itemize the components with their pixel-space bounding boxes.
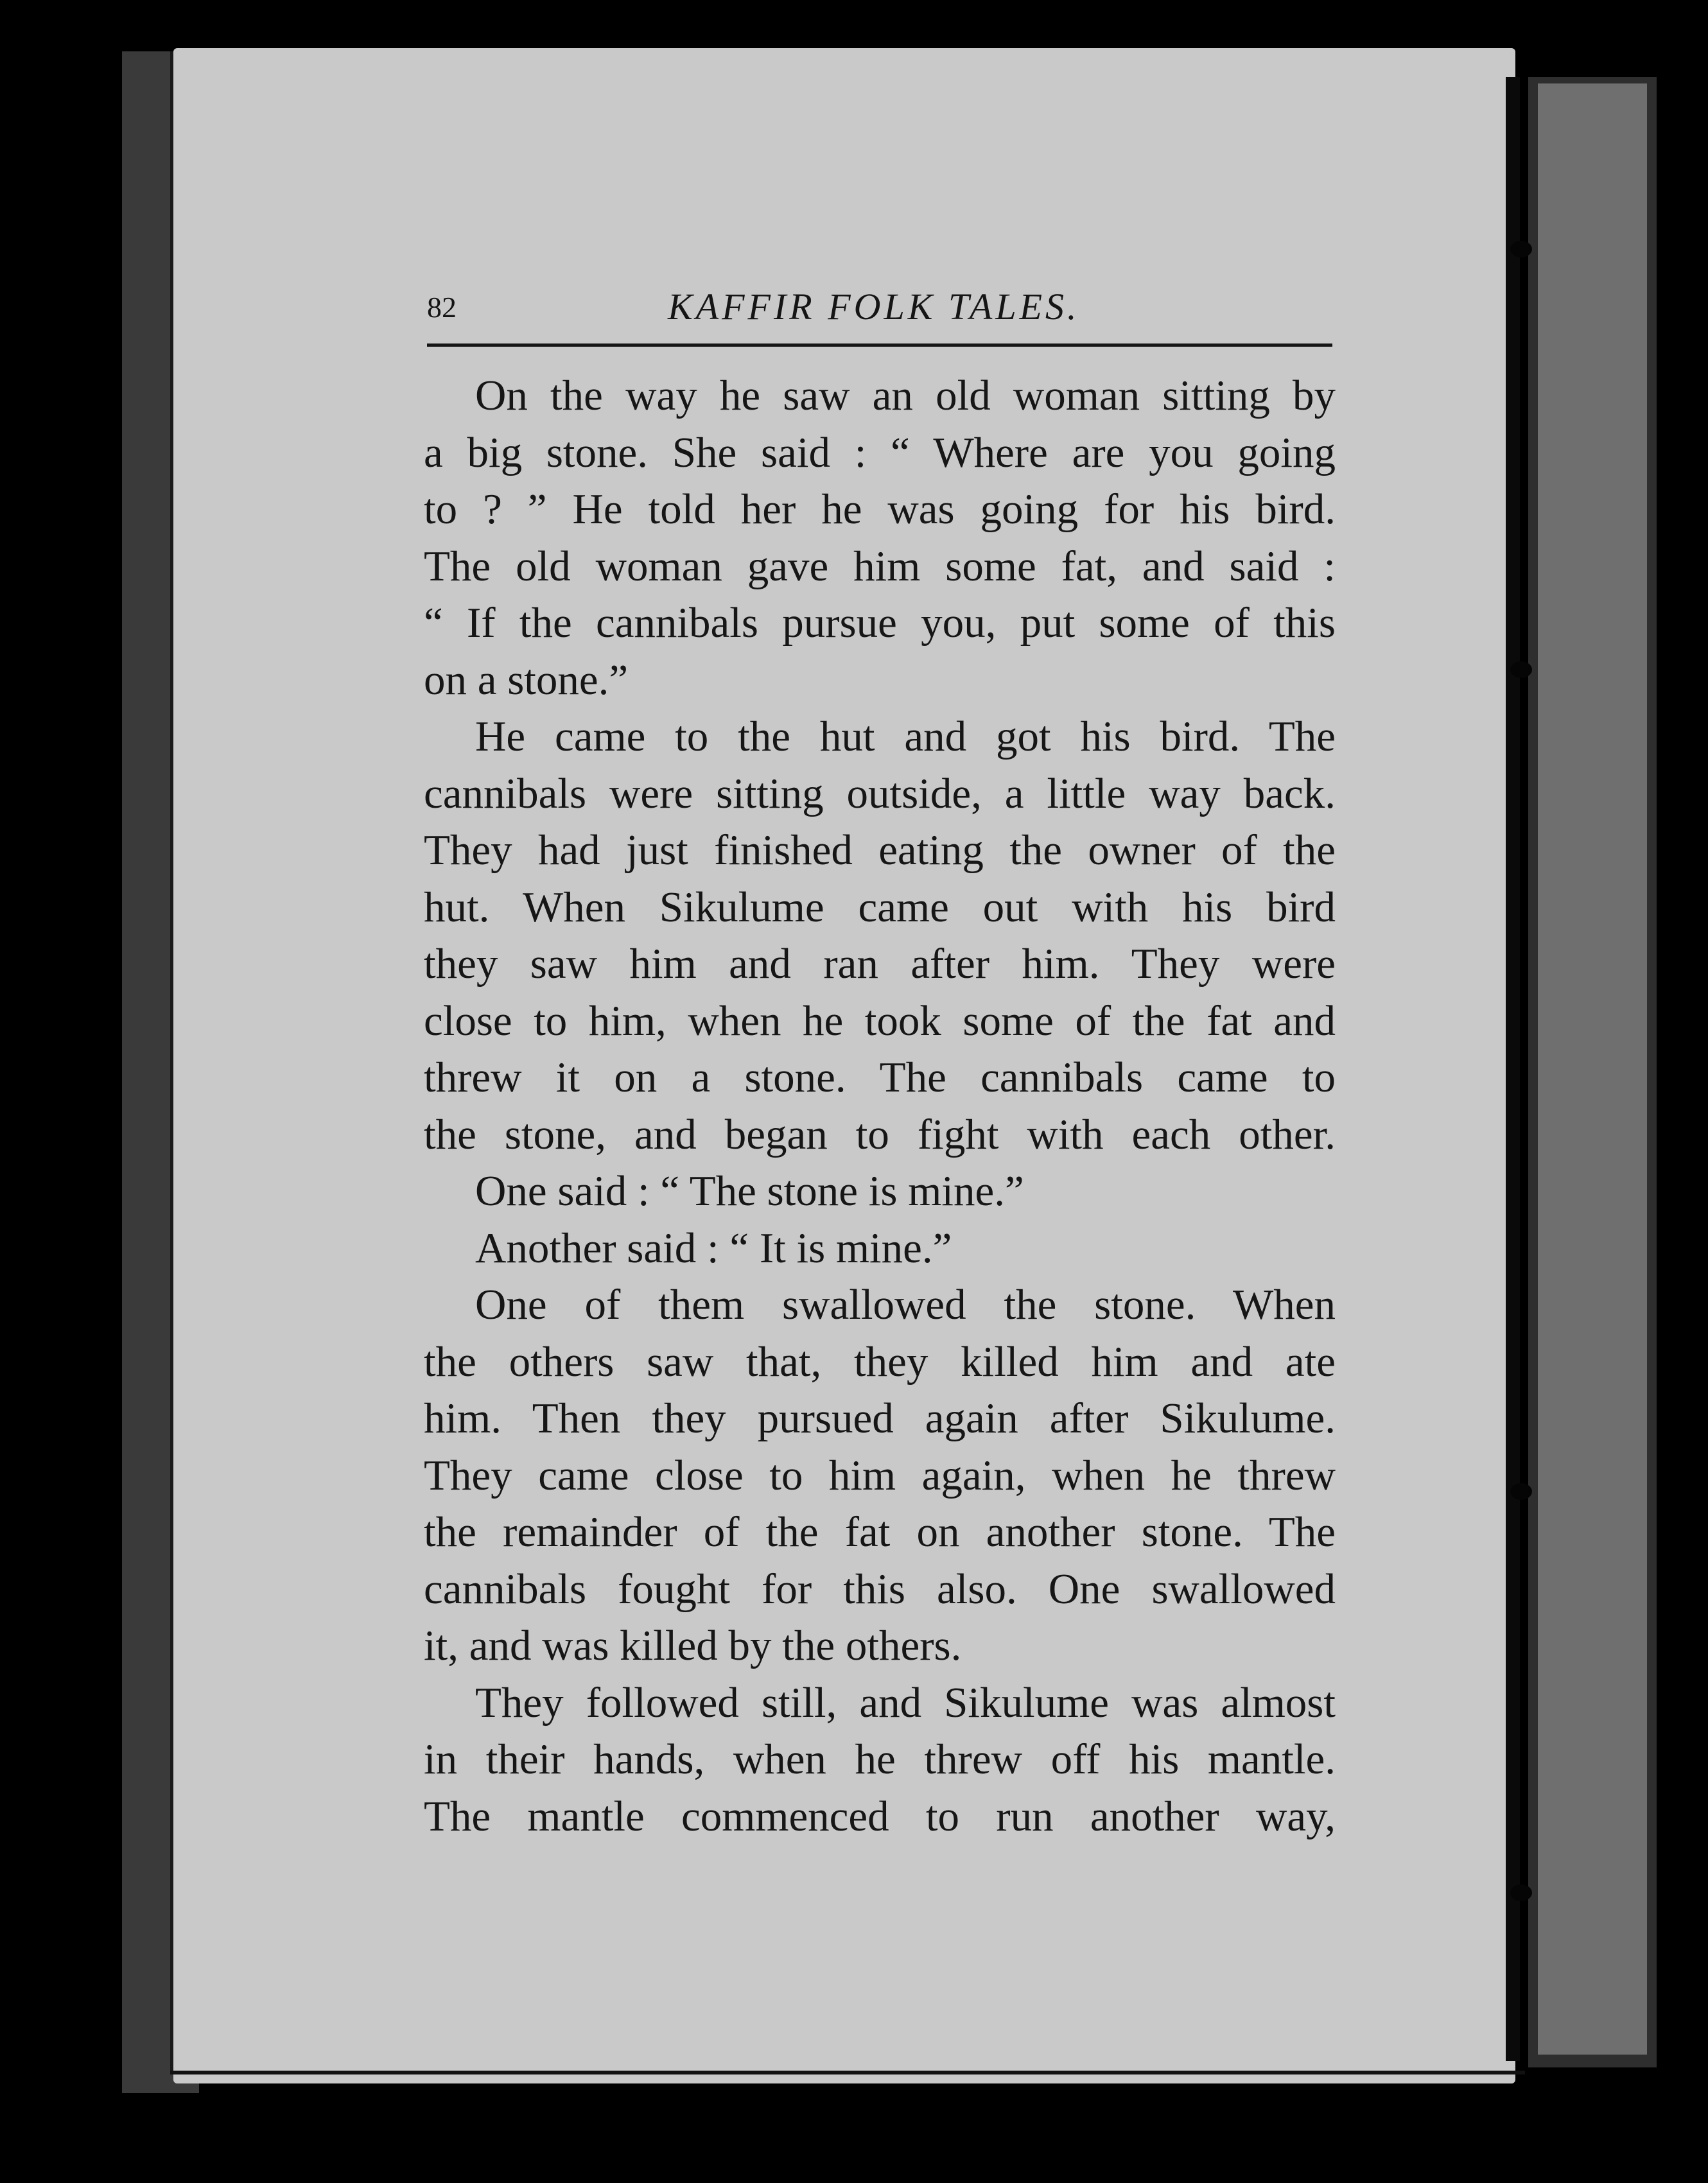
- page-number: 82: [427, 291, 457, 324]
- text-line: One said : “ The stone is mine.”: [475, 1167, 1024, 1215]
- text-line: a big stone. She said : “ Where are you going: [424, 428, 1336, 476]
- text-line: On the way he saw an old woman sitting by: [475, 372, 1336, 419]
- running-title: KAFFIR FOLK TALES.: [668, 286, 1080, 327]
- text-line: The old woman gave him some fat, and said :: [424, 542, 1336, 590]
- text-line: They came close to him again, when he threw: [424, 1451, 1336, 1499]
- text-line: they saw him and ran after him. They were: [424, 940, 1336, 987]
- page-bottom-border: [170, 2071, 1525, 2074]
- text-line: One of them swallowed the stone. When: [475, 1281, 1336, 1328]
- text-line: in their hands, when he threw off his mantle.: [424, 1735, 1336, 1783]
- page-left-border: [170, 51, 173, 2074]
- text-line: threw it on a stone. The cannibals came to: [424, 1054, 1336, 1101]
- facing-page-surface: [1538, 83, 1647, 2055]
- text-line: on a stone.”: [424, 656, 629, 704]
- page-header: [427, 283, 1332, 347]
- text-line: He came to the hut and got his bird. The: [475, 713, 1336, 760]
- text-line: to ? ” He told her he was going for his bird.: [424, 485, 1336, 533]
- stitch-knot: [1510, 661, 1532, 678]
- stitched-spine: [1506, 77, 1520, 2061]
- text-line: cannibals fought for this also. One swallowed: [424, 1565, 1336, 1613]
- text-line: cannibals were sitting outside, a little way back.: [424, 769, 1336, 817]
- body-text: [424, 367, 1336, 1845]
- text-line: They had just finished eating the owner of the: [424, 826, 1336, 874]
- text-line: close to him, when he took some of the fat and: [424, 996, 1336, 1045]
- text-line: the stone, and began to fight with each other.: [424, 1110, 1336, 1158]
- text-line: They followed still, and Sikulume was almost: [475, 1678, 1336, 1726]
- stitch-knot: [1510, 241, 1532, 257]
- text-line: hut. When Sikulume came out with his bird: [424, 883, 1336, 931]
- stitch-knot: [1510, 1483, 1532, 1500]
- text-line: it, and was killed by the others.: [424, 1622, 962, 1669]
- text-line: Another said : “ It is mine.”: [475, 1224, 952, 1272]
- header-rule: [427, 344, 1332, 347]
- text-line: The mantle commenced to run another way,: [424, 1792, 1336, 1840]
- text-line: the others saw that, they killed him and ate: [424, 1337, 1336, 1386]
- text-line: the remainder of the fat on another stone. The: [424, 1508, 1336, 1556]
- text-line: “ If the cannibals pursue you, put some of this: [424, 599, 1336, 647]
- text-line: him. Then they pursued again after Sikulume.: [424, 1395, 1336, 1442]
- stitch-knot: [1510, 1884, 1532, 1901]
